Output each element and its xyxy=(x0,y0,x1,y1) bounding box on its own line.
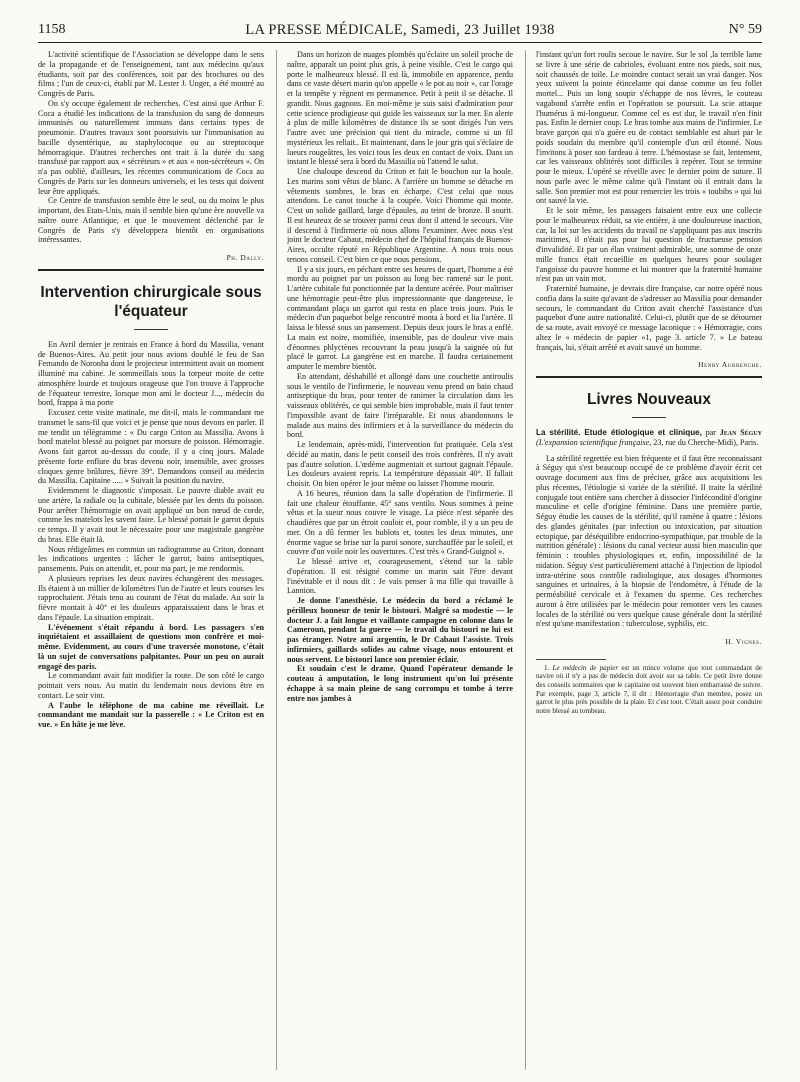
paragraph: Le commandant avait fait modifier la route. De son côté le cargo pointait vers nous. Au matin du lendemain nous devions être en contact. Le soir vint. xyxy=(38,671,264,700)
signature: H. Vignes. xyxy=(725,637,762,646)
paragraph: L'activité scientifique de l'Association se développe dans le sens de la propagande et de l'enseignement, tant aux médecins qu'aux étudiants, soit par des conférences, soit par des brochures ou des films ; l'un de ceux-ci, établi par M. Lester J. Unger, a été montré au Congrès de Paris. xyxy=(38,50,264,98)
signature: Henry Aubrenche. xyxy=(698,360,762,370)
paragraph: Excusez cette visite matinale, me dit-il, mais le commandant me transmet le sans-fil que voici et je pense que nous devons en parler. Il me tendit un télégramme : « Du cargo Criton au Massilia. Avons à bord matelot blessé au poignet par morsure de poisson. Hémorragie. Avons fait garrot au-dessus du coude, il y a cinq jours. Malade présente forte enflure du bras devenu noir, insensible, avec grosses cloques genre brûlures, fièvre 39°. Demandons conseil au médecin du Massilia. Capitaine ..... » Suivait la position du navire. xyxy=(38,408,264,486)
footnote-number: 1. xyxy=(544,663,550,672)
page-number: 1158 xyxy=(38,22,66,37)
journal-title: LA PRESSE MÉDICALE, Samedi, 23 Juillet 1938 xyxy=(245,22,555,38)
book-title: La stérilité. Etude étiologique et clinique, xyxy=(536,428,702,437)
paragraph: Et le soir même, les passagers faisaient entre eux une collecte pour le malheureux réduit, sa vie entière, à une douloureuse inaction, car, la loi sur les accidents du travail ne s'appliquant pas aux inscrits maritimes, il n'était pas pour lui question de fructueuse pension d'invalidité. Et par un élan vraiment admirable, une somme de onze mille francs était recueillie en quelques heures pour soulager l'angoisse du pauvre homme et lui montrer que la fraternité humaine n'est pas un vain mot. xyxy=(536,206,762,284)
paragraph: A plusieurs reprises les deux navires échangèrent des messages. Ils étaient à un millier de kilomètres l'un de l'autre et leurs courses les rapprochaient. J'étais tenu au courant de l'état du malade. Au soir la fièvre montait à 40° et les douleurs apparaissaient dans le bras et dans l'épaule. La situation empirait. xyxy=(38,573,264,622)
column-3 xyxy=(536,50,762,1070)
column-1 xyxy=(38,50,264,1070)
footnote-rule xyxy=(536,659,606,660)
column-divider xyxy=(276,50,277,1070)
section-divider xyxy=(38,269,264,271)
article-title: Intervention chirurgicale sous l'équateur xyxy=(40,283,262,320)
footnote-text: est un mince volume que tout commandant de navire où il n'y a pas de médecin doit avoir sur sa table. Ce petit livre donne des conseils sommaires que le capitaine est souvent bien embarrassé de suivre. Par exemple, page 3, article 7, il dit : Hémorragie d'un membre, posez un garrot le plus près possible de la plaie. Et c'est tout. C'était assez pour conduire notre blessé au tombeau. xyxy=(536,663,762,715)
section-divider xyxy=(536,376,762,378)
page-header xyxy=(38,22,762,43)
title-rule xyxy=(134,329,168,330)
book-by: par xyxy=(705,428,716,437)
paragraph: Une chaloupe descend du Criton et fait le bouchon sur la houle. Les marins sont vêtus de blanc. A l'arrière un homme se détache en vêtements sombres, le bras en écharpe. C'est celui que nous attendons. Le canot touche à la coupée. Voici l'homme qui monte. C'est un solide gaillard, large d'épaules, au teint de bronze. Il sourit. Il est heureux de se trouver parmi ceux dont il attend le secours. Vite il descend à l'infirmerie où nous allons l'examiner. Avec nous s'est joint le docteur Cabaut, médecin chef de l'hôpital français de Buenos-Aires, occulte réputé en République Argentine. A nous trois nous tenons conseil. C'est bien ce que nous pensions. xyxy=(287,167,513,264)
paragraph: l'instant qu'un fort roulis secoue le navire. Sur le sol ,la terrible lame se livre à une série de cabrioles, évoluant entre nos pieds, soit nus, soit chaussés de toile. Le moindre contact serait un vrai danger. Nos yeux suivent la pointe étincelante qui danse comme un feu follet mortel... Puis un long soupir s'échappe de nos lèvres, le couteau vagabond s'arrête enfin et l'opération se poursuit. La scie attaque l'humérus à mi-longueur. Comme cel es est dur, le travail n'en finit pas. Enfin le dernier coup. Le bras tombe aux mains de l'infirmier. Le brave garçon qui n'a guère eu de contact semblable est ahuri par le poids soudain du membre qu'il contemple d'un œil étonné. Nous l'invitons à poser son fardeau à terre. L'hémostase se fait, lentement, car les vaisseaux oblitérés sont difficiles à repérer. Tout se termine pour le mieux. L'opéré se réveille avec le dernier point de suture. Il nous parle avec le même calme qu'à l'instant où il entrait dans la salle. Son premier mot est pour remercier les trois « toubibs » qui lui ont sauvé la vie. xyxy=(536,50,762,206)
section-title: Livres Nouveaux xyxy=(586,391,712,408)
paragraph: Fraternité humaine, je devrais dire française, car notre opéré nous confia dans la suite qu'avant de s'adresser au Massilia pour demander secours, le commandant du Criton avait cherché l'assistance d'un paquebot d'une autre nationalité. Celui-ci, plutôt que de se détourner de sa route, avait envoyé ce message laconique : « Hémorragie, cons altez le « médecin de papier »1, page 3. article 7. » Le bateau français, lui, s'était arrêté et avait sauvé un homme. xyxy=(536,284,762,352)
title-rule xyxy=(632,417,666,418)
book-address: 23, rue du Cherche-Midi), Paris. xyxy=(653,437,759,447)
paragraph: Le blessé arrive et, courageusement, s'étend sur la table d'opération. Il est résigné comme un marin sait l'être devant l'inévitable et il nous dit : Je vais penser à ma fille qui travaille à Lannion. xyxy=(287,557,513,596)
column-divider xyxy=(525,50,526,1070)
paragraph: Il y a six jours, en péchant entre ses heures de quart, l'homme a été mordu au poignet par un poisson au long bec ramené sur le pont. L'artère cubitale fut ponctionnée par la denture acérée. Pour maîtriser une hémorragie peut-être plus impressionnante que dangereuse, le commandant plaça un garrot qui resta en place trois jours. Puis le médecin d'un paquebot belge rencontré monta à bord et lia l'artère. Il laissa le blessé sous un pansement. Depuis deux jours le bras a enflé. La main est noire, momifiée, insensible, pas de douleur vive mais d'énormes phlyctènes recouvrant la peau jusqu'à la saignée où fut placé le garrot. La gangrène est en marche. Il faudra certainement amputer le membre bientôt. xyxy=(287,264,513,371)
paragraph: En Avril dernier je rentrais en France à bord du Massilia, venant de Buenos-Aires. Au petit jour nous avions doublé le feu de San Fernando de Noronha dont le projecteur intermittent avait un moment illuminé ma cabine. Je sommeillais sous la torpeur moite de cette atmosphère lourde et toujours orageuse que l'on trouve à l'approche de l'équateur terrestre, lorsque mon ami le docteur J..., médecin du bord, frappa à ma porte xyxy=(38,339,264,408)
paragraph: La stérilité regrettée est bien fréquente et il faut être reconnaissant à Séguy qui s'est beaucoup occupé de ce problème d'avoir écrit cet ouvrage document aux fins de préciser, grâce aux acquisitions les plus récentes, l'étiologie si variée de la stérilité. Il traite la stérilité conjugale tout entière sans chercher à dissocier l'infécondité d'origine masculine et celle d'origine féminine. Dans une première partie, Séguy étudie les causes de la stérilité, qu'il ramène à quatre : lésions des glandes génitales (par infection ou intoxication, par situation ectopique, par déséquilibre endocrino-sympathique, par trouble de la nutrition générale) : lésions du canal vecteur aussi bien masculin que féminin : troubles physiologiques et, enfin, impossibilité de la nidation. Séguy s'est particulièrement attaché à l'injection de lipiodol intra-utérine sous contrôle radiologique, aux dosages d'hormones sanguines et urinaires, à la biopsie de l'endomètre, à l'étude de la perméabilité cervicale et à l'examen du sperme. Ces recherches auront à être utilisées par le médecin pour remonter vers les causes locales de la stérilité ou vers quelque cause générale dont la stérilité n'est qu'une manifestation : tuberculose, syphilis, etc. xyxy=(536,453,762,629)
paragraph: En attendant, déshabillé et allongé dans une couchette antiroulis sous le ventilo de l'infirmerie, le nouveau venu prend un bain chaud antiseptique du bras, pour tenter de ranimer la circulation dans les vaisseaux oblitérés, ce qui semble bien improbable, mais il faut tenter l'impossible avant de faire l'irréparable. Et nous abandonnons le malade aux mains des infirmiers et à la surveillance du médecin du bord. xyxy=(287,371,513,440)
paragraph: Ce Centre de transfusion semble être le seul, ou du moins le plus important, des Etats-Unis, mais il semble bien qu'une ère nouvelle va naître outre Atlantique, et que le mouvement déclenché par le Congrès de Paris s'y développera bientôt en organisations intéressantes. xyxy=(38,196,264,245)
paragraph: Nous rédigeâmes en commun un radiogramme au Criton, donnant les indications urgentes : lâcher le garrot, bains antiseptiques, pansements. Puis on attendit, et, pour ma part, je me rendormis. xyxy=(38,544,264,573)
paragraph: Evidemment le diagnostic s'imposait. Le pauvre diable avait eu une artère, la radiale ou la cubitale, blessée par les dents du poisson. Pour arrêter l'hémorragie on avait appliqué un bon nœud de corde, comme les matelots les savent faire. Le blessé portait le garrot depuis ce temps. Il y avait tout le nécessaire pour une magistrale gangrène du bras. Elle était là. xyxy=(38,486,264,544)
footnote-title: Le médecin de papier xyxy=(552,663,619,672)
column-2 xyxy=(287,50,513,1070)
paragraph: Dans un horizon de nuages plombés qu'éclaire un soleil proche de naître, apparaît un point plus gris, à peine visible. C'est le cargo qui porte le malheureux blessé. Il est là, immobile en apparence, perdu dans ce vaste désert marin qu'on appelle « le pot au noir », car l'orage et la tempête y règnent en permanence. Petit à petit il se détache. Il grandit. Nous gagnons. En moi-même je suis saisi d'admiration pour cette science prodigieuse qui guide les vaisseaux sur la mer. En alerte à plus de mille kilomètres de distance ils se sont dirigés l'un vers l'autre avec une précision qui tient du miracle, comme si un fil mystérieux les reliait.. Et maintenant, dans le jour gris qui s'éclaire de lueurs rougeâtres, les voici tous les deux en contact de voix. Dans un instant le blessé sera à bord du Massilia où l'attend le salut. xyxy=(287,50,513,167)
paragraph: Je donne l'anesthésie. Le médecin du bord a réclamé le périlleux honneur de tenir le bistouri. Malgré sa modestie — le docteur J. a fait longue et vaillante campagne en colonne dans le Cameroun, pendant la guerre — le travail du bistouri ne lui est pas étranger. Notre ami argentin, le Dr Cabaut l'assiste. Trois infirmiers, gaillards solides au calme visage, nous entourent et nous servent. Le bistouri lance son premier éclair. xyxy=(287,596,513,664)
paragraph: L'événement s'était répandu à bord. Les passagers s'en inquiétaient et assaillaient de questions mon confrère et moi-même. Evidemment, au cours d'une traversée monotone, c'était là un sujet de conversations palpitantes. Pour un peu on aurait engagé des paris. xyxy=(38,622,264,671)
book-author: Jean Séguy xyxy=(719,428,762,437)
paragraph: A l'aube le téléphone de ma cabine me réveillait. Le commandant me mandait sur la passerelle : « Le Criton est en vue. » En hâte je me lève. xyxy=(38,700,264,729)
paragraph: Le lendemain, après-midi, l'intervention fut pratiquée. Cela s'est décidé au matin, dans le petit conseil des trois confrères. Il n'y avait pas d'autre solution. L'œdème augmentait et surtout gagnait l'épaule. Les douleurs avaient repris. La température dépassait 40°. Il fallait choisir. On bien opérer le jour même ou laisser l'homme mourir. xyxy=(287,440,513,488)
paragraph: Et soudain c'est le drame. Quand l'opérateur demande le couteau à amputation, le long instrument qu'on lui présente échappe à sa main pleine de sang corrompu et tombe à terre entre nos jambes à xyxy=(287,664,513,703)
paragraph: A 16 heures, réunion dans la salle d'opération de l'infirmerie. Il fait une chaleur étouffante. 45° sans ventilo. Nous sommes à peine vêtus et la sueur nous couvre le visage. La pièce n'est séparée des chaudières que par un étroit couloir et, pour comble, il y a un peu de mer. On a dû fermer les hublots et, toutes les deux minutes, une énorme vague se brise sur la paroi sonore, surchauffée par le soleil, et couvre d'un voile noir les ouvertures. C'est très « Grand-Guignol ». xyxy=(287,488,513,557)
footnote xyxy=(536,664,762,716)
issue-number: N° 59 xyxy=(728,22,762,37)
paragraph: On s'y occupe également de recherches. C'est ainsi que Arthur F. Coca a étudié les indications de la transfusion du sang de donneurs immunisés ou naturellement immuns dans certains types de pneumonie. D'autres travaux sont poursuivis sur l'immunisation au bacille dysentérique, au staphylocoque ou au streptocoque hémorragique. D'autres recherches ont trait à la durée du sang transfusé par rapport aux « sécréteurs » et aux « non-sécréteurs ». On n'a pas oublié, d'ailleurs, les récentes communications de Coca au Congrès de Paris sur les donneurs universels, et les tests qui doivent leur être appliqués. xyxy=(38,98,264,196)
signature: Ph. Dally. xyxy=(226,253,264,262)
book-series: (L'expansion scientifique française, xyxy=(536,437,652,447)
book-reference xyxy=(536,428,762,448)
